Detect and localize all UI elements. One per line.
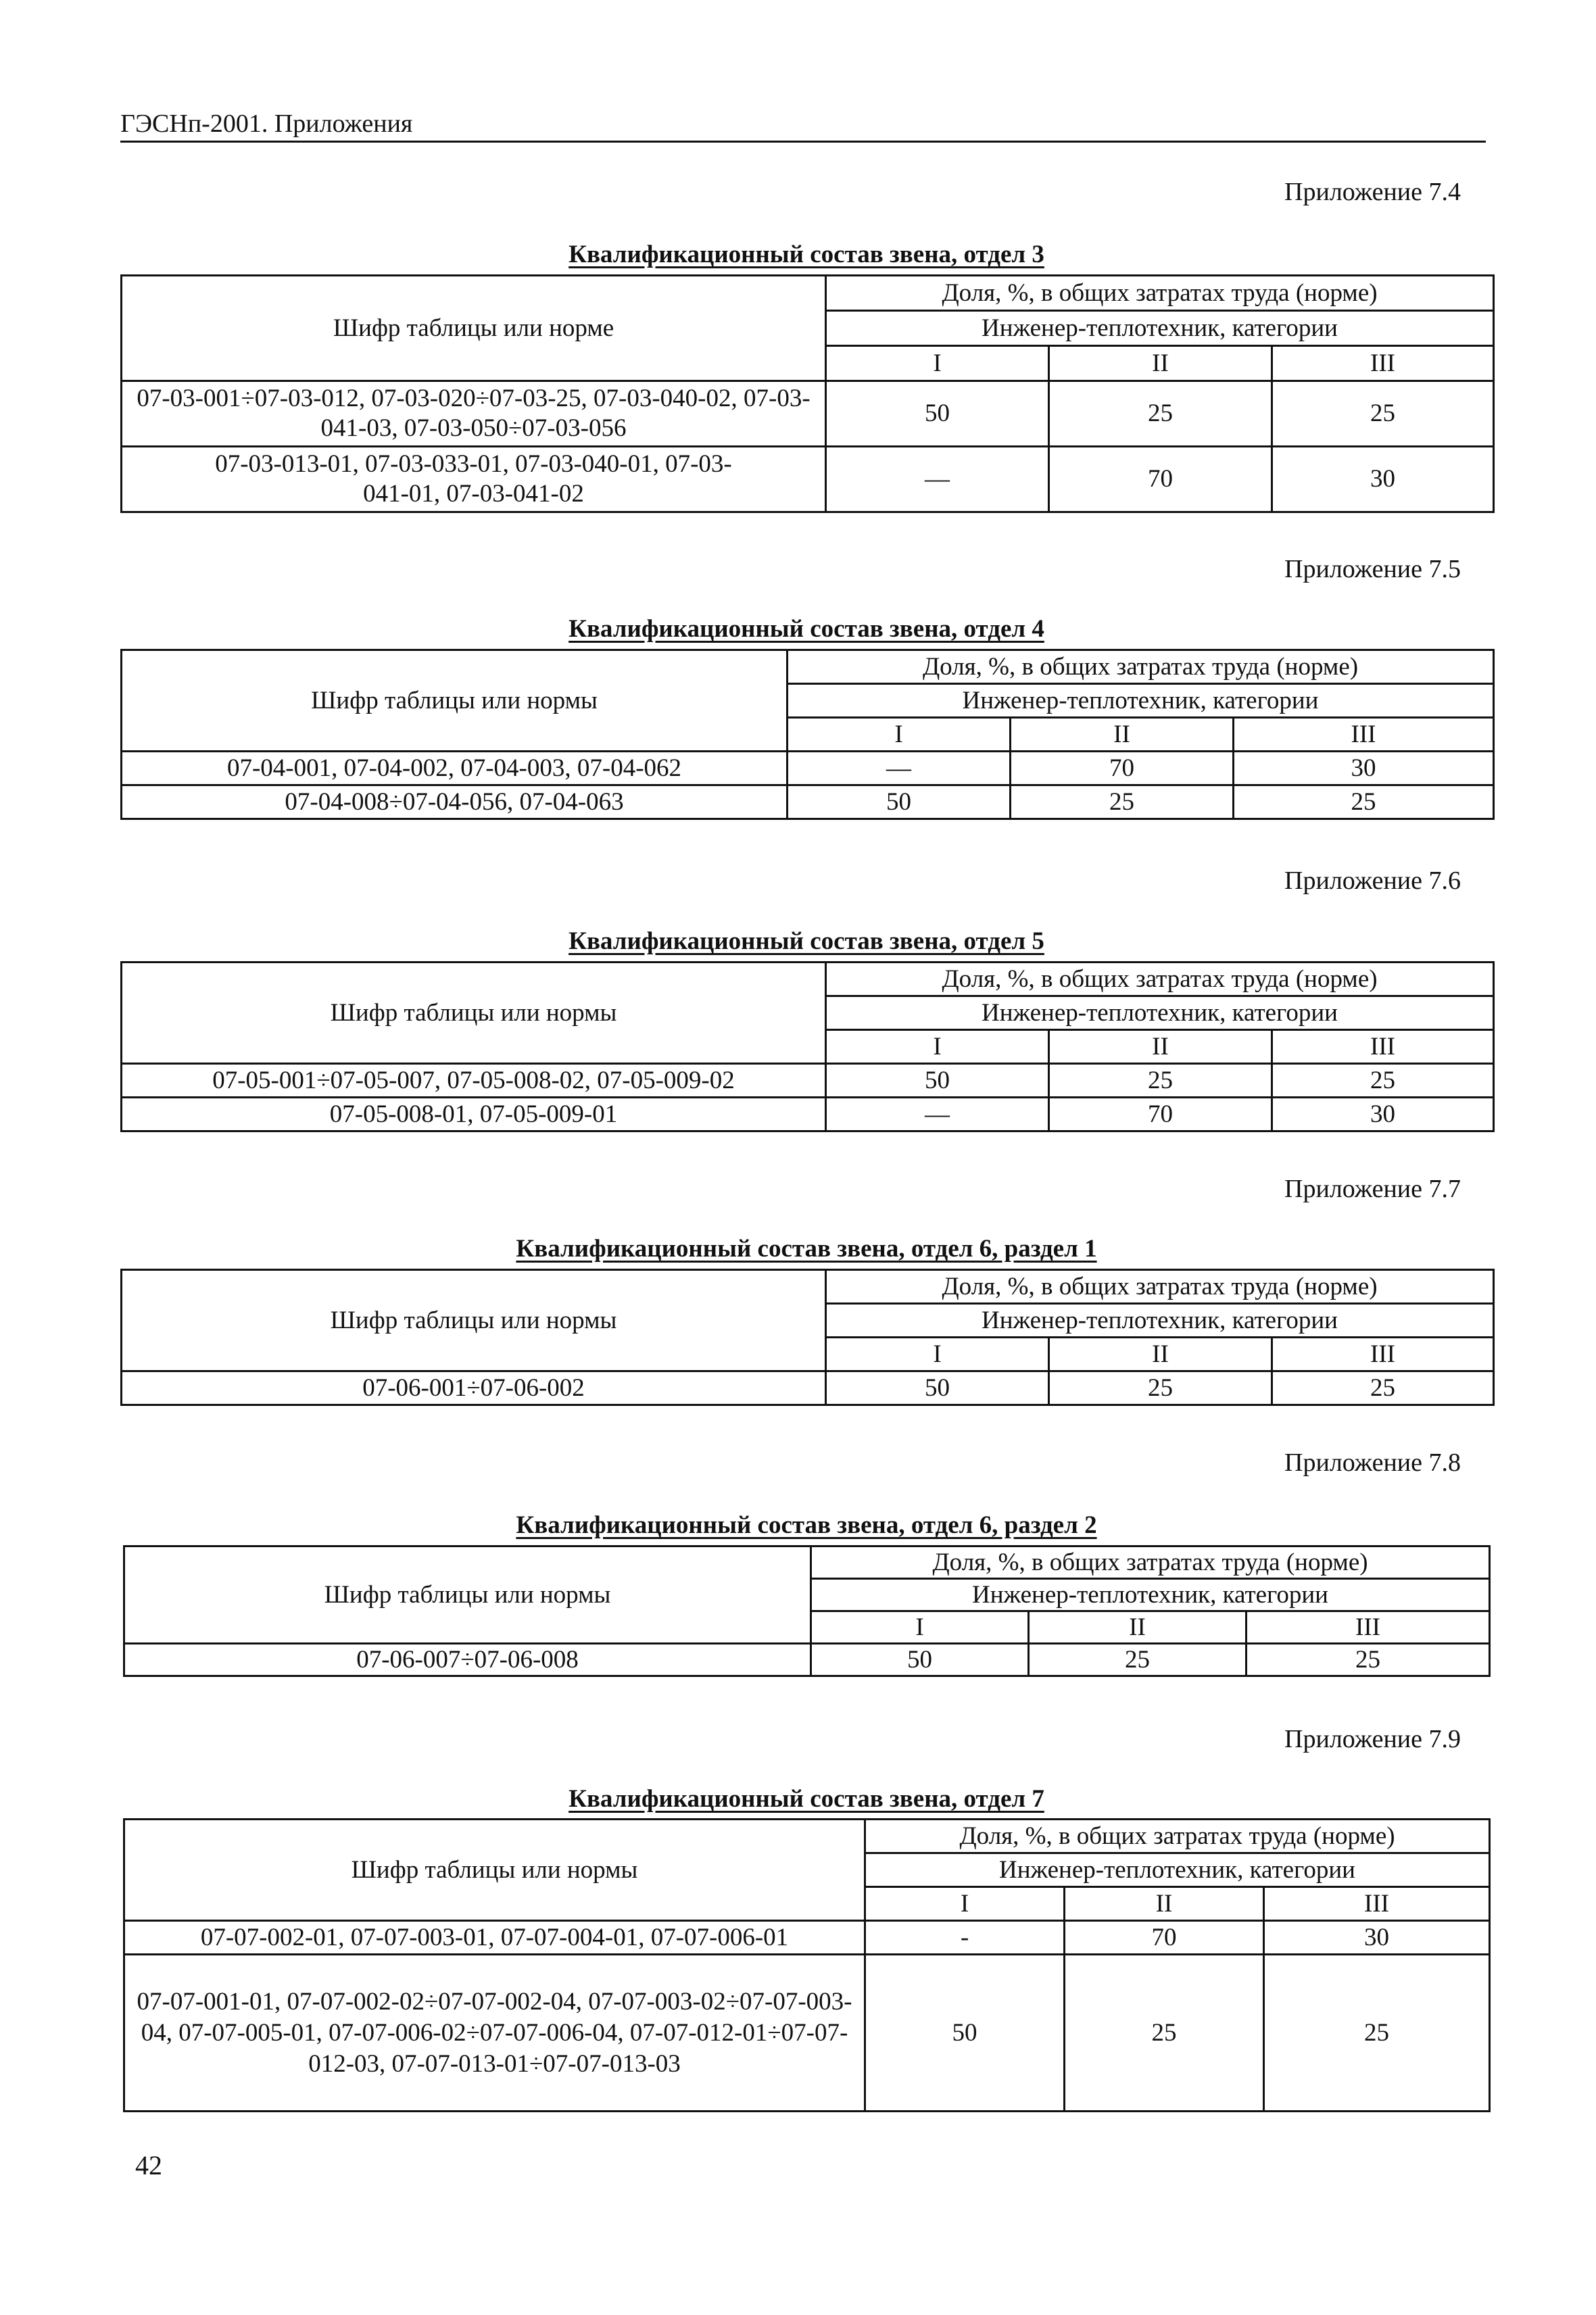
qualification-table [120,961,1495,1132]
row-code: 07-07-002-01, 07-07-003-01, 07-07-004-01, 07-07-006-01 [124,1921,865,1955]
value-cell: 30 [1234,752,1494,785]
appendix-label: Приложение 7.4 [1284,178,1461,206]
value-cell: 50 [788,785,1011,819]
category-header: III [1272,1030,1494,1064]
appendix-label: Приложение 7.8 [1284,1448,1461,1477]
page-number: 42 [135,2150,162,2180]
category-header: III [1247,1611,1490,1644]
table-row [122,1098,1494,1131]
share-header: Доля, %, в общих затратах труда (норме) [811,1546,1490,1579]
value-cell: 25 [1029,1644,1247,1676]
row-code: 07-03-001÷07-03-012, 07-03-020÷07-03-25, 07-03-040-02, 07-03-041-03, 07-03-050÷07-03-056 [122,381,826,447]
value-cell: 25 [1011,785,1234,819]
role-header: Инженер-теплотехник, категории [826,311,1494,346]
value-cell: — [826,447,1049,512]
table-row [122,1371,1494,1405]
value-cell: 70 [1065,1921,1264,1955]
value-cell: — [788,752,1011,785]
share-header: Доля, %, в общих затратах труда (норме) [865,1820,1490,1853]
table-row [124,1644,1490,1676]
row-code: 07-05-001÷07-05-007, 07-05-008-02, 07-05-009-02 [122,1064,826,1098]
category-header: III [1264,1887,1490,1921]
row-code: 07-07-001-01, 07-07-002-02÷07-07-002-04, 07-07-003-02÷07-07-003-04, 07-07-005-01, 07-07-006-02÷07-07-006-04, 07-07-012-01÷07-07-012-03, 07-07-013-01÷07-07-013-03 [124,1955,865,2112]
appendix-label: Приложение 7.9 [1284,1725,1461,1753]
column-header-code: Шифр таблицы или нормы [122,962,826,1064]
table-caption: Квалификационный состав звена, отдел 6, раздел 2 [516,1511,1097,1539]
table-row [122,785,1494,819]
category-header: II [1011,718,1234,752]
table-row [122,381,1494,447]
role-header: Инженер-теплотехник, категории [788,684,1494,718]
value-cell: - [865,1921,1065,1955]
value-cell: 25 [1065,1955,1264,2112]
qualification-table [123,1545,1491,1677]
table-row [122,752,1494,785]
appendix-label: Приложение 7.6 [1284,867,1461,895]
category-header: III [1272,346,1494,381]
category-header: II [1049,1030,1272,1064]
category-header: I [826,346,1049,381]
category-header: II [1049,1338,1272,1371]
category-header: I [826,1338,1049,1371]
value-cell: 30 [1272,1098,1494,1131]
row-code: 07-04-001, 07-04-002, 07-04-003, 07-04-062 [122,752,788,785]
table-caption: Квалификационный состав звена, отдел 6, раздел 1 [516,1235,1097,1263]
category-header: III [1234,718,1494,752]
qualification-table [120,649,1495,820]
value-cell: 25 [1049,1371,1272,1405]
value-cell: 50 [826,381,1049,447]
value-cell: 25 [1247,1644,1490,1676]
value-cell: 25 [1272,1371,1494,1405]
column-header-code: Шифр таблицы или нормы [124,1820,865,1921]
table-row [124,1955,1490,2112]
table-caption: Квалификационный состав звена, отдел 4 [569,615,1044,643]
value-cell: 50 [865,1955,1065,2112]
role-header: Инженер-теплотехник, категории [811,1579,1490,1611]
appendix-label: Приложение 7.7 [1284,1175,1461,1203]
category-header: I [788,718,1011,752]
column-header-code: Шифр таблицы или нормы [124,1546,811,1644]
role-header: Инженер-теплотехник, категории [826,996,1494,1030]
category-header: I [865,1887,1065,1921]
row-code: 07-05-008-01, 07-05-009-01 [122,1098,826,1131]
table-row [122,447,1494,512]
row-code: 07-03-013-01, 07-03-033-01, 07-03-040-01, 07-03-041-01, 07-03-041-02 [122,447,826,512]
value-cell: 30 [1272,447,1494,512]
value-cell: 25 [1272,1064,1494,1098]
qualification-table [123,1818,1491,2112]
table-row [122,1064,1494,1098]
table-caption: Квалификационный состав звена, отдел 7 [569,1785,1044,1813]
value-cell: 50 [811,1644,1029,1676]
category-header: II [1065,1887,1264,1921]
value-cell: 70 [1011,752,1234,785]
value-cell: 70 [1049,1098,1272,1131]
role-header: Инженер-теплотехник, категории [826,1304,1494,1338]
appendix-label: Приложение 7.5 [1284,555,1461,583]
table-caption: Квалификационный состав звена, отдел 5 [569,927,1044,955]
value-cell: — [826,1098,1049,1131]
value-cell: 25 [1049,1064,1272,1098]
role-header: Инженер-теплотехник, категории [865,1853,1490,1887]
category-header: II [1029,1611,1247,1644]
table-caption: Квалификационный состав звена, отдел 3 [569,241,1044,268]
value-cell: 30 [1264,1921,1490,1955]
value-cell: 50 [826,1064,1049,1098]
qualification-table [120,1269,1495,1406]
category-header: I [826,1030,1049,1064]
share-header: Доля, %, в общих затратах труда (норме) [826,276,1494,311]
column-header-code: Шифр таблицы или нормы [122,1270,826,1371]
share-header: Доля, %, в общих затратах труда (норме) [826,1270,1494,1304]
qualification-table [120,274,1495,513]
value-cell: 70 [1049,447,1272,512]
share-header: Доля, %, в общих затратах труда (норме) [826,962,1494,996]
share-header: Доля, %, в общих затратах труда (норме) [788,650,1494,684]
value-cell: 25 [1049,381,1272,447]
page-header: ГЭСНп-2001. Приложения [120,108,1486,143]
row-code: 07-06-001÷07-06-002 [122,1371,826,1405]
row-code: 07-04-008÷07-04-056, 07-04-063 [122,785,788,819]
column-header-code: Шифр таблицы или нормы [122,650,788,752]
category-header: I [811,1611,1029,1644]
column-header-code: Шифр таблицы или норме [122,276,826,381]
table-row [124,1921,1490,1955]
category-header: II [1049,346,1272,381]
value-cell: 25 [1272,381,1494,447]
value-cell: 25 [1264,1955,1490,2112]
category-header: III [1272,1338,1494,1371]
value-cell: 25 [1234,785,1494,819]
row-code: 07-06-007÷07-06-008 [124,1644,811,1676]
value-cell: 50 [826,1371,1049,1405]
